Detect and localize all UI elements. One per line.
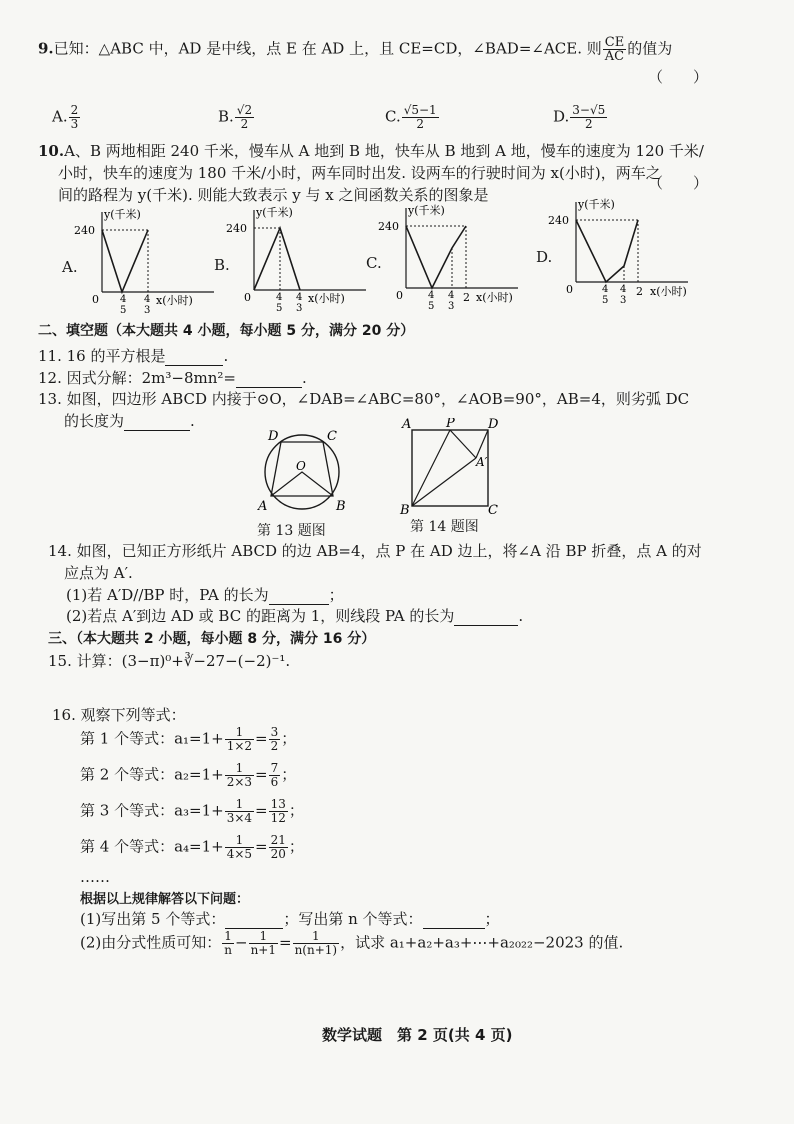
q10-graph-d-t3: 2 [636,285,643,298]
fig13-label-b: B [336,499,346,514]
q10-graph-d-t2n: 4 [620,284,627,295]
q10-graph-b-t2d: 3 [296,303,303,314]
section-2-title: 二、填空题（本大题共 4 小题，每小题 5 分，满分 20 分） [38,323,415,339]
q10-graph-d-t1d: 5 [602,295,609,306]
q16-title: 16. 观察下列等式： [52,706,186,724]
fig14-label-p: P [446,418,455,431]
q10-graph-a-xlabel: x(小时) [156,294,193,307]
q10-line2: 小时，快车的速度为 180 千米/小时，两车同时出发. 设两车的行驶时间为 x(小时)，两车之 [58,164,661,182]
q10-graph-b-origin: 0 [244,291,251,304]
fig14-label-d: D [488,418,499,432]
q10-graph-d-ylabel: y(千米) [578,198,615,211]
q16-ellipsis: …… [80,868,110,886]
q11-answer-blank [165,351,223,366]
q10-graph-c-y240: 240 [378,220,399,233]
q14-sub2: (2)若点 A′到边 AD 或 BC 的距离为 1，则线段 PA 的长为 . [66,607,524,625]
q10-graph-b-xlabel: x(小时) [308,292,345,305]
q16-row-3: 第 3 个等式：a₃=1+ $\frac{1}{3\times 4}$ = $\frac{13}{12}$ ； [80,797,304,825]
q10-graph-a [72,204,222,316]
fig13-label-c: C [327,429,337,444]
q12-answer-blank [236,373,302,388]
q10-graph-c-ylabel: y(千米) [408,204,445,217]
q10-graph-a-t1n: 4 [120,294,127,305]
figure-13 [250,424,360,524]
q10-graph-a-t1d: 5 [120,305,127,316]
q10-line1: 10.A、B 两地相距 240 千米，慢车从 A 地到 B 地，快车从 B 地到 A 地，慢车的速度为 120 千米/ [38,142,704,160]
q15: 15. 计算：(3−π)⁰+∛−27−(−2)⁻¹. [48,652,291,670]
section-3-title: 三、（本大题共 2 小题，每小题 8 分，满分 16 分） [48,631,376,647]
q9-answer-paren: （ ） [648,68,709,86]
q10-graph-b-t1d: 5 [276,303,283,314]
q9-stem: 9.已知：△ABC 中，AD 是中线，点 E 在 AD 上，且 CE=CD，∠BAD=∠ACE. 则 $\frac{CE}{AC}$ 的值为 [38,35,673,64]
q10-graph-d-t2d: 3 [620,295,627,306]
q9-option-d: D. $\frac{3-√5}{2}$ [553,103,606,131]
q16-rule: 根据以上规律解答以下问题： [80,892,250,907]
q10-graph-b-ylabel: y(千米) [256,206,293,219]
q13-answer-blank [124,416,190,431]
q10-graph-d-t1n: 4 [602,284,609,295]
q12: 12. 因式分解：2m³−8mn²= . [38,369,307,387]
q16-row-2: 第 2 个等式：a₂=1+ $\frac{1}{2\times 3}$ = $\frac{7}{6}$ ； [80,761,297,789]
q14-sub1-answer-blank [269,590,329,605]
fig13-label-d: D [268,429,279,444]
q10-graph-c-t1n: 4 [428,290,435,301]
q10-graph-c [376,200,526,312]
q9-option-a: A. $\frac{2}{3}$ [52,103,79,131]
page-footer: 数学试题 第 2 页(共 4 页) [322,1026,513,1044]
q10-graph-c-t1d: 5 [428,301,435,312]
q16-sub1-blank-5th [225,914,283,929]
q10-graph-a-ylabel: y(千米) [104,208,141,221]
q9-option-c: C. $\frac{√5-1}{2}$ [385,103,437,131]
fig14-label-c: C [488,503,498,518]
q10-graph-b-label: B. [214,256,230,274]
q10-graph-a-y240: 240 [74,224,95,237]
q10-graph-a-origin: 0 [92,293,99,306]
q10-graph-a-t2n: 4 [144,294,151,305]
q10-graph-b-t2n: 4 [296,292,303,303]
figure-14 [396,418,506,518]
q16-sub2: (2)由分式性质可知： $\frac{1}{n}$ − $\frac{1}{n+1}$ = $\frac{1}{n(n+1)}$ ，试求 a₁+a₂+a₃+⋯+a₂₀₂₂−2023 的值. [80,929,624,957]
q10-graph-c-label: C. [366,254,382,272]
q10-graph-b [224,202,374,314]
q10-graph-c-origin: 0 [396,289,403,302]
q10-graph-d-xlabel: x(小时) [650,285,687,298]
q10-answer-paren: （ ） [648,174,709,192]
q10-graph-b-y240: 240 [226,222,247,235]
q9-option-b: B. $\frac{√2}{2}$ [218,103,253,131]
q10-graph-d-label: D. [536,248,553,266]
figure-13-caption: 第 13 题图 [257,523,326,539]
fig13-label-o: O [296,459,306,473]
q16-row-4: 第 4 个等式：a₄=1+ $\frac{1}{4\times 5}$ = $\frac{21}{20}$ ； [80,833,304,861]
q14-line1: 14. 如图，已知正方形纸片 ABCD 的边 AB=4，点 P 在 AD 边上，将∠A 沿 BP 折叠，点 A 的对 [48,542,702,560]
q13-line1: 13. 如图，四边形 ABCD 内接于⊙O，∠DAB=∠ABC=80°，∠AOB=90°，AB=4，则劣弧 DC [38,390,690,408]
q10-graph-d-origin: 0 [566,283,573,296]
q10-graph-c-t2d: 3 [448,301,455,312]
fig14-label-a-prime: A′ [476,455,488,469]
fig13-label-a: A [258,499,268,514]
q10-graph-a-label: A. [62,258,78,276]
q14-line2: 应点为 A′. [64,564,133,582]
q10-graph-c-t2n: 4 [448,290,455,301]
q13-line2: 的长度为 . [64,412,195,430]
fig14-label-b: B [400,503,410,518]
q10-graph-c-t3: 2 [463,291,470,304]
q10-graph-b-t1n: 4 [276,292,283,303]
q16-sub1: (1)写出第 5 个等式： ；写出第 n 个等式： ； [80,910,500,928]
q10-graph-d [546,194,696,306]
q10-line3: 间的路程为 y(千米). 则能大致表示 y 与 x 之间函数关系的图象是 [58,186,489,204]
q11: 11. 16 的平方根是 . [38,347,229,365]
fig14-label-a: A [402,418,412,432]
q16-row-1: 第 1 个等式：a₁=1+ $\frac{1}{1\times 2}$ = $\frac{3}{2}$ ； [80,725,297,753]
q10-graph-a-t2d: 3 [144,305,151,316]
q10-graph-c-xlabel: x(小时) [476,291,513,304]
q14-sub1: (1)若 A′D//BP 时，PA 的长为 ； [66,586,344,604]
q16-sub1-blank-nth [423,914,485,929]
q14-sub2-answer-blank [454,611,518,626]
figure-14-caption: 第 14 题图 [410,519,479,535]
q10-graph-d-y240: 240 [548,214,569,227]
